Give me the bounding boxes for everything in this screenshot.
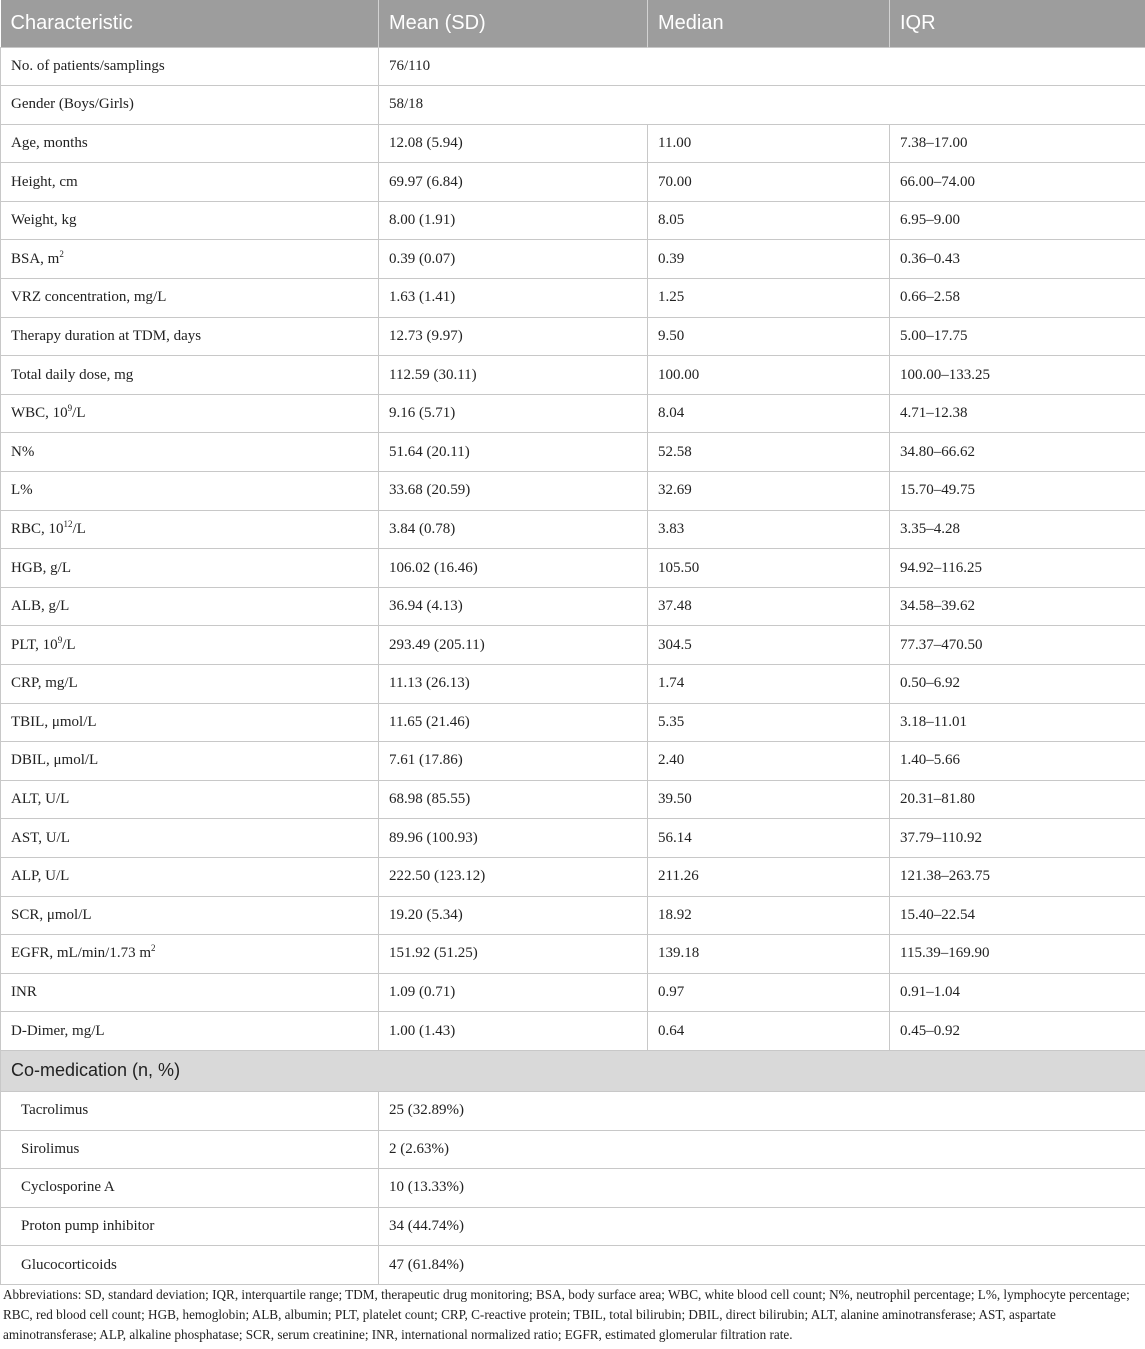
row-label xyxy=(1,356,379,395)
table-row xyxy=(1,742,1145,781)
mean-sd-cell: 12.73 (9.97) xyxy=(379,317,648,356)
row-label-text: Therapy duration at TDM, days xyxy=(11,327,202,344)
comedication-label: Sirolimus xyxy=(1,1130,379,1169)
row-label xyxy=(1,433,379,472)
row-label xyxy=(1,626,379,665)
row-label-text: VRZ concentration, mg/L xyxy=(11,289,167,306)
header-iqr: IQR xyxy=(890,0,1145,47)
median-cell: 8.04 xyxy=(648,394,890,433)
mean-sd-cell: 1.00 (1.43) xyxy=(379,1012,648,1051)
iqr-cell: 3.18–11.01 xyxy=(890,703,1145,742)
mean-sd-cell: 51.64 (20.11) xyxy=(379,433,648,472)
row-label xyxy=(1,742,379,781)
median-cell: 37.48 xyxy=(648,587,890,626)
row-label xyxy=(1,973,379,1012)
row-label-text: No. of patients/samplings xyxy=(11,57,165,74)
iqr-cell: 100.00–133.25 xyxy=(890,356,1145,395)
median-cell: 32.69 xyxy=(648,472,890,511)
section-title: Co-medication (n, %) xyxy=(1,1050,1145,1091)
mean-sd-cell: 293.49 (205.11) xyxy=(379,626,648,665)
mean-sd-cell: 33.68 (20.59) xyxy=(379,472,648,511)
superscript: 9 xyxy=(67,403,73,414)
mean-sd-cell: 112.59 (30.11) xyxy=(379,356,648,395)
median-cell: 139.18 xyxy=(648,935,890,974)
mean-sd-cell: 19.20 (5.34) xyxy=(379,896,648,935)
row-label xyxy=(1,394,379,433)
row-label-text: DBIL, μmol/L xyxy=(11,752,99,769)
row-label-text: BSA, m xyxy=(11,250,60,267)
header-median: Median xyxy=(648,0,890,47)
comedication-label: Proton pump inhibitor xyxy=(1,1207,379,1246)
row-label xyxy=(1,201,379,240)
iqr-cell: 3.35–4.28 xyxy=(890,510,1145,549)
row-label-text: PLT, 10 xyxy=(11,636,58,653)
mean-sd-cell: 11.65 (21.46) xyxy=(379,703,648,742)
median-cell: 1.74 xyxy=(648,665,890,704)
row-label xyxy=(1,279,379,318)
table-row xyxy=(1,1091,1145,1130)
superscript: 2 xyxy=(151,943,156,954)
comedication-value: 2 (2.63%) xyxy=(379,1130,1145,1169)
iqr-cell: 34.58–39.62 xyxy=(890,587,1145,626)
superscript: 9 xyxy=(57,634,63,645)
row-label-text: ALB, g/L xyxy=(11,598,70,615)
row-label xyxy=(1,163,379,202)
table-row xyxy=(1,896,1145,935)
table-row xyxy=(1,240,1145,279)
row-label xyxy=(1,124,379,163)
median-cell: 211.26 xyxy=(648,857,890,896)
iqr-cell: 0.36–0.43 xyxy=(890,240,1145,279)
row-label xyxy=(1,472,379,511)
median-cell: 0.39 xyxy=(648,240,890,279)
mean-sd-cell: 106.02 (16.46) xyxy=(379,549,648,588)
row-label-text: L% xyxy=(11,482,33,499)
median-cell: 5.35 xyxy=(648,703,890,742)
mean-sd-cell: 68.98 (85.55) xyxy=(379,780,648,819)
table-header xyxy=(1,0,1145,47)
table-row xyxy=(1,433,1145,472)
row-label-text: TBIL, μmol/L xyxy=(11,713,97,730)
iqr-cell: 5.00–17.75 xyxy=(890,317,1145,356)
header-mean-sd: Mean (SD) xyxy=(379,0,648,47)
mean-sd-cell: 1.63 (1.41) xyxy=(379,279,648,318)
table-row xyxy=(1,356,1145,395)
median-cell: 39.50 xyxy=(648,780,890,819)
row-label xyxy=(1,1012,379,1051)
table-row xyxy=(1,163,1145,202)
header-characteristic: Characteristic xyxy=(1,0,379,47)
row-label-text: ALP, U/L xyxy=(11,868,70,885)
median-cell: 52.58 xyxy=(648,433,890,472)
iqr-cell: 115.39–169.90 xyxy=(890,935,1145,974)
unit-suffix: /L xyxy=(62,636,76,653)
mean-sd-cell: 36.94 (4.13) xyxy=(379,587,648,626)
section-header-row xyxy=(1,1050,1145,1091)
mean-sd-cell: 69.97 (6.84) xyxy=(379,163,648,202)
median-cell: 11.00 xyxy=(648,124,890,163)
row-label xyxy=(1,819,379,858)
row-label xyxy=(1,240,379,279)
table-row xyxy=(1,626,1145,665)
footnote: Abbreviations: SD, standard deviation; IQR, interquartile range; TDM, therapeutic drug monitoring; BSA, body surface area; WBC, white blood cell count; N%, neutrophil percentage; L%, lymphocyte percentage; RBC, red blood cell count; HGB, hemoglobin; ALB, albumin; PLT, platelet count; CRP, C-reactive protein; TBIL, total bilirubin; DBIL, direct bilirubin; ALT, alanine aminotransferase; AST, aspartate aminotransferase; ALP, alkaline phosphatase; SCR, serum creatinine; INR, international normalized ratio; EGFR, estimated glomerular filtration rate. xyxy=(3,1287,1130,1342)
mean-sd-cell: 89.96 (100.93) xyxy=(379,819,648,858)
median-cell: 100.00 xyxy=(648,356,890,395)
row-label xyxy=(1,665,379,704)
median-cell: 18.92 xyxy=(648,896,890,935)
median-cell: 56.14 xyxy=(648,819,890,858)
row-label xyxy=(1,935,379,974)
median-cell: 3.83 xyxy=(648,510,890,549)
mean-sd-cell: 151.92 (51.25) xyxy=(379,935,648,974)
row-label-text: Gender (Boys/Girls) xyxy=(11,96,134,113)
row-label-text: CRP, mg/L xyxy=(11,675,78,692)
row-label xyxy=(1,317,379,356)
mean-sd-cell: 12.08 (5.94) xyxy=(379,124,648,163)
iqr-cell: 94.92–116.25 xyxy=(890,549,1145,588)
table-row xyxy=(1,857,1145,896)
row-label-text: N% xyxy=(11,443,35,460)
table-row xyxy=(1,1207,1145,1246)
iqr-cell: 7.38–17.00 xyxy=(890,124,1145,163)
iqr-cell: 15.70–49.75 xyxy=(890,472,1145,511)
mean-sd-cell: 0.39 (0.07) xyxy=(379,240,648,279)
table-row xyxy=(1,973,1145,1012)
table-row xyxy=(1,703,1145,742)
median-cell: 9.50 xyxy=(648,317,890,356)
iqr-cell: 15.40–22.54 xyxy=(890,896,1145,935)
comedication-value: 25 (32.89%) xyxy=(379,1091,1145,1130)
table-row xyxy=(1,510,1145,549)
mean-sd-cell: 11.13 (26.13) xyxy=(379,665,648,704)
row-label-text: HGB, g/L xyxy=(11,559,71,576)
table-row xyxy=(1,201,1145,240)
comedication-label: Glucocorticoids xyxy=(1,1246,379,1285)
table-row xyxy=(1,472,1145,511)
table-row xyxy=(1,935,1145,974)
row-label-text: WBC, 10 xyxy=(11,405,68,422)
unit-suffix: /L xyxy=(72,405,86,422)
median-cell: 304.5 xyxy=(648,626,890,665)
unit-suffix: /L xyxy=(72,520,86,537)
row-label-text: Age, months xyxy=(11,134,88,151)
median-cell: 8.05 xyxy=(648,201,890,240)
iqr-cell: 37.79–110.92 xyxy=(890,819,1145,858)
iqr-cell: 77.37–470.50 xyxy=(890,626,1145,665)
median-cell: 0.64 xyxy=(648,1012,890,1051)
iqr-cell: 20.31–81.80 xyxy=(890,780,1145,819)
table-row xyxy=(1,1169,1145,1208)
row-label xyxy=(1,857,379,896)
iqr-cell: 6.95–9.00 xyxy=(890,201,1145,240)
iqr-cell: 4.71–12.38 xyxy=(890,394,1145,433)
median-cell: 2.40 xyxy=(648,742,890,781)
iqr-cell: 121.38–263.75 xyxy=(890,857,1145,896)
row-label xyxy=(1,587,379,626)
comedication-label: Cyclosporine A xyxy=(1,1169,379,1208)
table-row xyxy=(1,780,1145,819)
row-label-text: AST, U/L xyxy=(11,829,70,846)
row-label xyxy=(1,47,379,86)
table-body xyxy=(1,47,1145,1284)
row-label-text: Height, cm xyxy=(11,173,78,190)
table-row xyxy=(1,1012,1145,1051)
table-row xyxy=(1,819,1145,858)
table-row xyxy=(1,86,1145,125)
iqr-cell: 66.00–74.00 xyxy=(890,163,1145,202)
table-row xyxy=(1,1246,1145,1285)
summary-value: 58/18 xyxy=(379,86,1145,125)
mean-sd-cell: 7.61 (17.86) xyxy=(379,742,648,781)
comedication-value: 10 (13.33%) xyxy=(379,1169,1145,1208)
iqr-cell: 0.50–6.92 xyxy=(890,665,1145,704)
table-row xyxy=(1,587,1145,626)
median-cell: 70.00 xyxy=(648,163,890,202)
iqr-cell: 1.40–5.66 xyxy=(890,742,1145,781)
row-label xyxy=(1,549,379,588)
summary-value: 76/110 xyxy=(379,47,1145,86)
row-label-text: SCR, μmol/L xyxy=(11,906,92,923)
row-label xyxy=(1,703,379,742)
comedication-label: Tacrolimus xyxy=(1,1091,379,1130)
iqr-cell: 0.91–1.04 xyxy=(890,973,1145,1012)
row-label-text: D-Dimer, mg/L xyxy=(11,1022,105,1039)
superscript: 2 xyxy=(59,248,64,259)
table-row xyxy=(1,317,1145,356)
superscript: 12 xyxy=(63,518,73,529)
row-label-text: Total daily dose, mg xyxy=(11,366,134,383)
row-label-text: INR xyxy=(11,984,37,1001)
row-label-text: RBC, 10 xyxy=(11,520,64,537)
comedication-value: 47 (61.84%) xyxy=(379,1246,1145,1285)
mean-sd-cell: 8.00 (1.91) xyxy=(379,201,648,240)
row-label xyxy=(1,86,379,125)
row-label-text: Weight, kg xyxy=(11,212,77,229)
iqr-cell: 34.80–66.62 xyxy=(890,433,1145,472)
mean-sd-cell: 1.09 (0.71) xyxy=(379,973,648,1012)
row-label-text: EGFR, mL/min/1.73 m xyxy=(11,945,152,962)
iqr-cell: 0.66–2.58 xyxy=(890,279,1145,318)
iqr-cell: 0.45–0.92 xyxy=(890,1012,1145,1051)
table-row xyxy=(1,549,1145,588)
median-cell: 1.25 xyxy=(648,279,890,318)
median-cell: 0.97 xyxy=(648,973,890,1012)
table-row xyxy=(1,47,1145,86)
table-row xyxy=(1,665,1145,704)
row-label-text: ALT, U/L xyxy=(11,791,70,808)
table-row xyxy=(1,394,1145,433)
table-row xyxy=(1,124,1145,163)
row-label xyxy=(1,510,379,549)
mean-sd-cell: 9.16 (5.71) xyxy=(379,394,648,433)
table-row xyxy=(1,1130,1145,1169)
mean-sd-cell: 3.84 (0.78) xyxy=(379,510,648,549)
comedication-value: 34 (44.74%) xyxy=(379,1207,1145,1246)
table-row xyxy=(1,279,1145,318)
median-cell: 105.50 xyxy=(648,549,890,588)
row-label xyxy=(1,896,379,935)
row-label xyxy=(1,780,379,819)
mean-sd-cell: 222.50 (123.12) xyxy=(379,857,648,896)
